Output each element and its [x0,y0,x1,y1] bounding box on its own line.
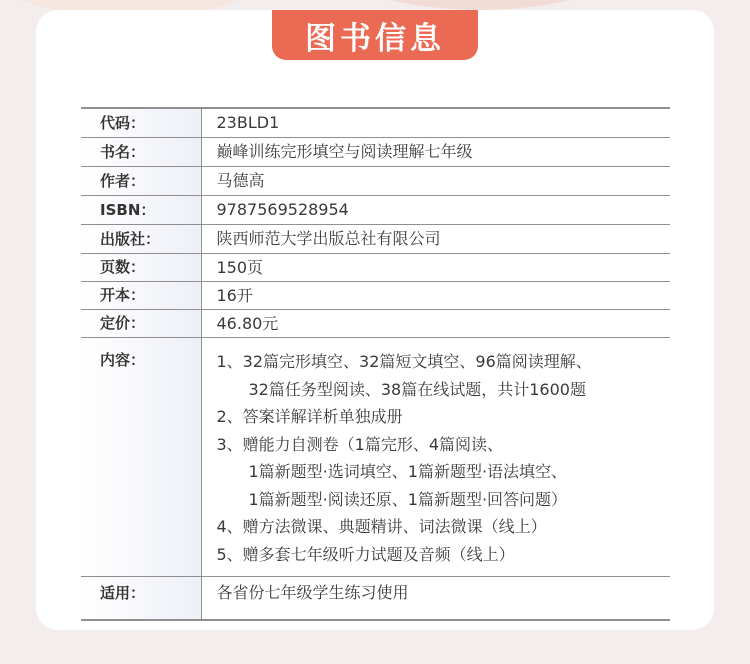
row-label: 适用： [81,577,201,621]
background-decoration [180,0,750,10]
row-value: 各省份七年级学生练习使用 [216,583,409,602]
row-label: 定价： [81,310,201,338]
contents-line: 3、赠能力自测卷（1篇完形、4篇阅读、 [216,434,504,454]
contents-line: 2、答案详解详析单独成册 [216,407,403,426]
row-label: 内容： [81,338,201,577]
contents-line: 1、32篇完形填空、32篇短文填空、96篇阅读理解、 [216,352,592,371]
table-row-title [81,138,670,167]
table-row-pages [81,254,670,282]
contents-line: 1篇新题型·选词填空、1篇新题型·语法填空、 [248,462,568,481]
row-label: 作者： [81,167,201,196]
row-value: 16开 [216,286,253,305]
row-value: 陕西师范大学出版总社有限公司 [216,229,441,248]
row-label: ISBN： [81,196,201,225]
row-label: 书名： [81,138,201,167]
table-row-usage [81,577,670,621]
row-label: 代码： [81,108,201,138]
row-label: 出版社： [81,225,201,254]
title-banner [272,10,478,60]
row-value: 46.80元 [216,314,279,333]
table-row-isbn [81,196,670,225]
table-row-format [81,282,670,310]
contents-line: 5、赠多套七年级听力试题及音频（线上） [216,544,515,564]
contents-line: 32篇任务型阅读、38篇在线试题，共计1600题 [248,379,586,399]
table-row-code [81,108,670,138]
table-row-contents [81,338,670,577]
row-value: 23BLD1 [216,113,280,132]
contents-line: 4、赠方法微课、典题精讲、词法微课（线上） [216,517,547,536]
table-row-author [81,167,670,196]
row-label: 页数： [81,254,201,282]
book-info-table [81,107,670,621]
table-row-publisher [81,225,670,254]
row-label: 开本： [81,282,201,310]
page-title: 图书信息 [305,20,445,57]
row-value: 9787569528954 [216,200,349,219]
contents-list [201,338,670,577]
row-value: 巅峰训练完形填空与阅读理解七年级 [216,142,473,161]
row-value: 马德高 [216,171,265,190]
row-value: 150页 [216,258,264,277]
table-row-price [81,310,670,338]
contents-line: 1篇新题型·阅读还原、1篇新题型·回答问题） [248,489,568,509]
